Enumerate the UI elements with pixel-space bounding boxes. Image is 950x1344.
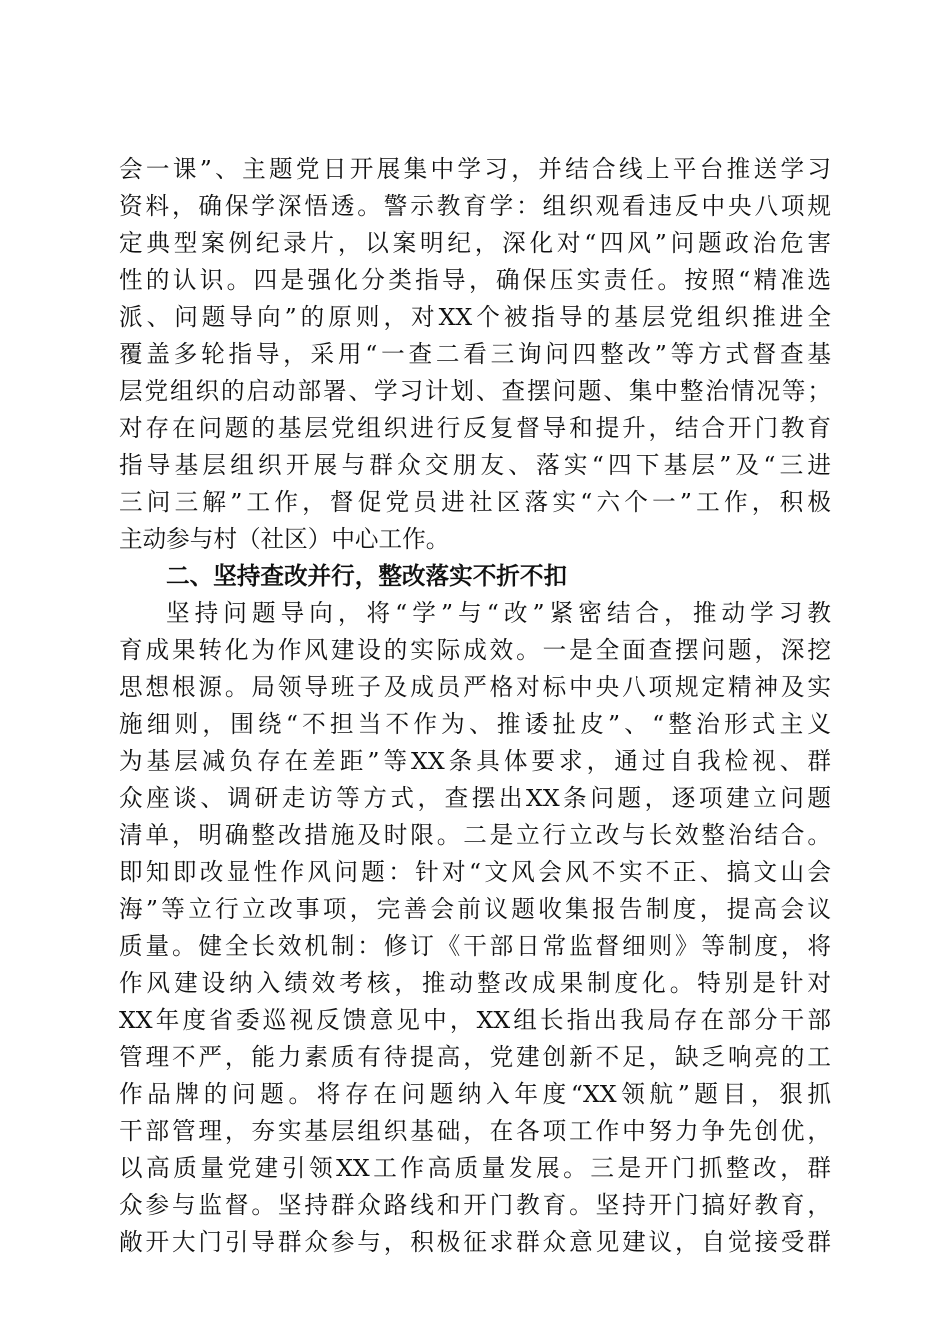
paragraph-line: 管理不严，能力素质有待提高，党建创新不足，缺乏响亮的工 bbox=[119, 1043, 831, 1071]
paragraph-line: 作品牌的问题。将存在问题纳入年度“XX领航”题目，狠抓 bbox=[119, 1080, 831, 1108]
paragraph-line: 众参与监督。坚持群众路线和开门教育。坚持开门搞好教育， bbox=[119, 1191, 831, 1219]
paragraph-line: 干部管理，夯实基层组织基础，在各项工作中努力争先创优， bbox=[119, 1117, 831, 1145]
paragraph-line: 对存在问题的基层党组织进行反复督导和提升，结合开门教育 bbox=[119, 414, 831, 442]
paragraph-line: 三问三解”工作，督促党员进社区落实“六个一”工作，积极 bbox=[119, 488, 831, 516]
paragraph-line: 定典型案例纪录片，以案明纪，深化对“四风”问题政治危害 bbox=[119, 229, 831, 257]
paragraph-line: 海”等立行立改事项，完善会前议题收集报告制度，提高会议 bbox=[119, 895, 831, 923]
section-heading: 二、坚持查改并行，整改落实不折不扣 bbox=[166, 562, 568, 590]
paragraph-line: 资料，确保学深悟透。警示教育学：组织观看违反中央八项规 bbox=[119, 192, 831, 220]
paragraph-line: 性的认识。四是强化分类指导，确保压实责任。按照“精准选 bbox=[119, 266, 831, 294]
paragraph-line: XX年度省委巡视反馈意见中，XX组长指出我局存在部分干部 bbox=[119, 1006, 831, 1034]
paragraph-line: 以高质量党建引领XX工作高质量发展。三是开门抓整改，群 bbox=[119, 1154, 831, 1182]
paragraph-line: 主动参与村（社区）中心工作。 bbox=[119, 525, 450, 553]
paragraph-line: 坚持问题导向，将“学”与“改”紧密结合，推动学习教 bbox=[166, 599, 831, 627]
paragraph-line: 作风建设纳入绩效考核，推动整改成果制度化。特别是针对 bbox=[119, 969, 831, 997]
paragraph-line: 会一课”、主题党日开展集中学习，并结合线上平台推送学习 bbox=[119, 155, 831, 183]
paragraph-line: 质量。健全长效机制：修订《干部日常监督细则》等制度，将 bbox=[119, 932, 831, 960]
paragraph-line: 层党组织的启动部署、学习计划、查摆问题、集中整治情况等； bbox=[119, 377, 831, 405]
paragraph-line: 育成果转化为作风建设的实际成效。一是全面查摆问题，深挖 bbox=[119, 636, 831, 664]
paragraph-line: 清单，明确整改措施及时限。二是立行立改与长效整治结合。 bbox=[119, 821, 831, 849]
paragraph-line: 敞开大门引导群众参与，积极征求群众意见建议，自觉接受群 bbox=[119, 1228, 831, 1256]
paragraph-line: 即知即改显性作风问题：针对“文风会风不实不正、搞文山会 bbox=[119, 858, 831, 886]
paragraph-line: 思想根源。局领导班子及成员严格对标中央八项规定精神及实 bbox=[119, 673, 831, 701]
paragraph-line: 指导基层组织开展与群众交朋友、落实“四下基层”及“三进 bbox=[119, 451, 831, 479]
paragraph-line: 众座谈、调研走访等方式，查摆出XX条问题，逐项建立问题 bbox=[119, 784, 831, 812]
paragraph-line: 施细则，围绕“不担当不作为、推诿扯皮”、“整治形式主义 bbox=[119, 710, 831, 738]
paragraph-line: 为基层减负存在差距”等XX条具体要求，通过自我检视、群 bbox=[119, 747, 831, 775]
document-body bbox=[119, 151, 831, 1261]
paragraph-line: 覆盖多轮指导，采用“一查二看三询问四整改”等方式督查基 bbox=[119, 340, 831, 368]
paragraph-line: 派、问题导向”的原则，对XX个被指导的基层党组织推进全 bbox=[119, 303, 831, 331]
